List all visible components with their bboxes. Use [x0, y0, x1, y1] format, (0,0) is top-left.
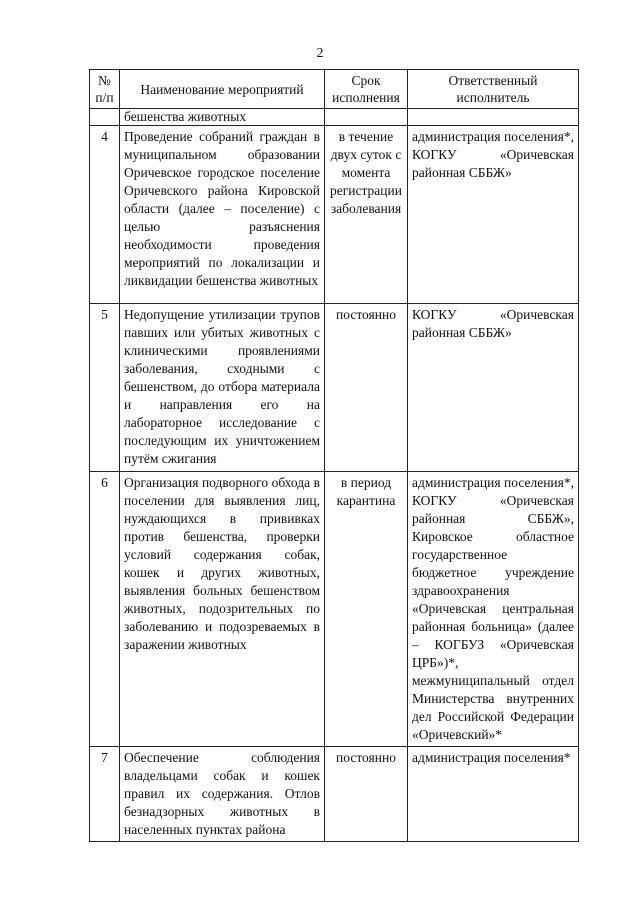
cell-responsible: КОГКУ «Оричевская районная СББЖ» [408, 304, 579, 472]
cell-num [90, 109, 120, 126]
cell-responsible: администрация поселения* [408, 747, 579, 842]
cell-responsible [408, 109, 579, 126]
table-row [90, 747, 579, 842]
table-row [90, 304, 579, 472]
table-header-row [90, 70, 579, 109]
cell-name: Организация подворного обхода в поселении для выявления лиц, нуждающихся в прививках против бешенства, проверки условий содержания собак, кошек и других животных, выявления больных бешенством животных, подозрительных по заболеванию и подозреваемых в заражении животных [120, 472, 325, 747]
cell-term: в течение двух суток с момента регистрации заболевания [325, 126, 408, 304]
cell-term [325, 109, 408, 126]
cell-term: в период карантина [325, 472, 408, 747]
cell-num: 6 [90, 472, 120, 747]
cell-num: 5 [90, 304, 120, 472]
cell-responsible: администрация поселения*, КОГКУ «Оричевская районная СББЖ», Кировское областное государственное бюджетное учреждение здравоохранения «Оричевская центральная районная больница» (далее – КОГБУЗ «Оричевская ЦРБ»)*, межмуниципальный отдел Министерства внутренних дел Российской Федерации «Оричевский»* [408, 472, 579, 747]
table-row [90, 126, 579, 304]
cell-name: Недопущение утилизации трупов павших или убитых животных с клиническими проявлениями заболевания, сходными с бешенством, до отбора материала и направления его на лабораторное исследование с последующим их уничтожением путём сжигания [120, 304, 325, 472]
cell-name: Обеспечение соблюдения владельцами собак и кошек правил их содержания. Отлов безнадзорных животных в населенных пунктах района [120, 747, 325, 842]
page-number: 2 [316, 46, 324, 61]
cell-responsible: администрация поселения*, КОГКУ «Оричевская районная СББЖ» [408, 126, 579, 304]
cell-name: Проведение собраний граждан в муниципальном образовании Оричевское городское поселение Оричевского района Кировской области (далее – поселение) с целью разъяснения необходимости проведения мероприятий по локализации и ликвидации бешенства животных [120, 126, 325, 304]
cell-name: бешенства животных [120, 109, 325, 126]
cell-num: 7 [90, 747, 120, 842]
header-name: Наименование мероприятий [120, 70, 325, 109]
cell-term: постоянно [325, 747, 408, 842]
table-row-continuation [90, 109, 579, 126]
header-responsible: Ответственный исполнитель [408, 70, 579, 109]
cell-term: постоянно [325, 304, 408, 472]
header-num: № п/п [90, 70, 120, 109]
measures-table [89, 69, 579, 842]
header-term: Срок исполнения [325, 70, 408, 109]
table-row [90, 472, 579, 747]
cell-num: 4 [90, 126, 120, 304]
